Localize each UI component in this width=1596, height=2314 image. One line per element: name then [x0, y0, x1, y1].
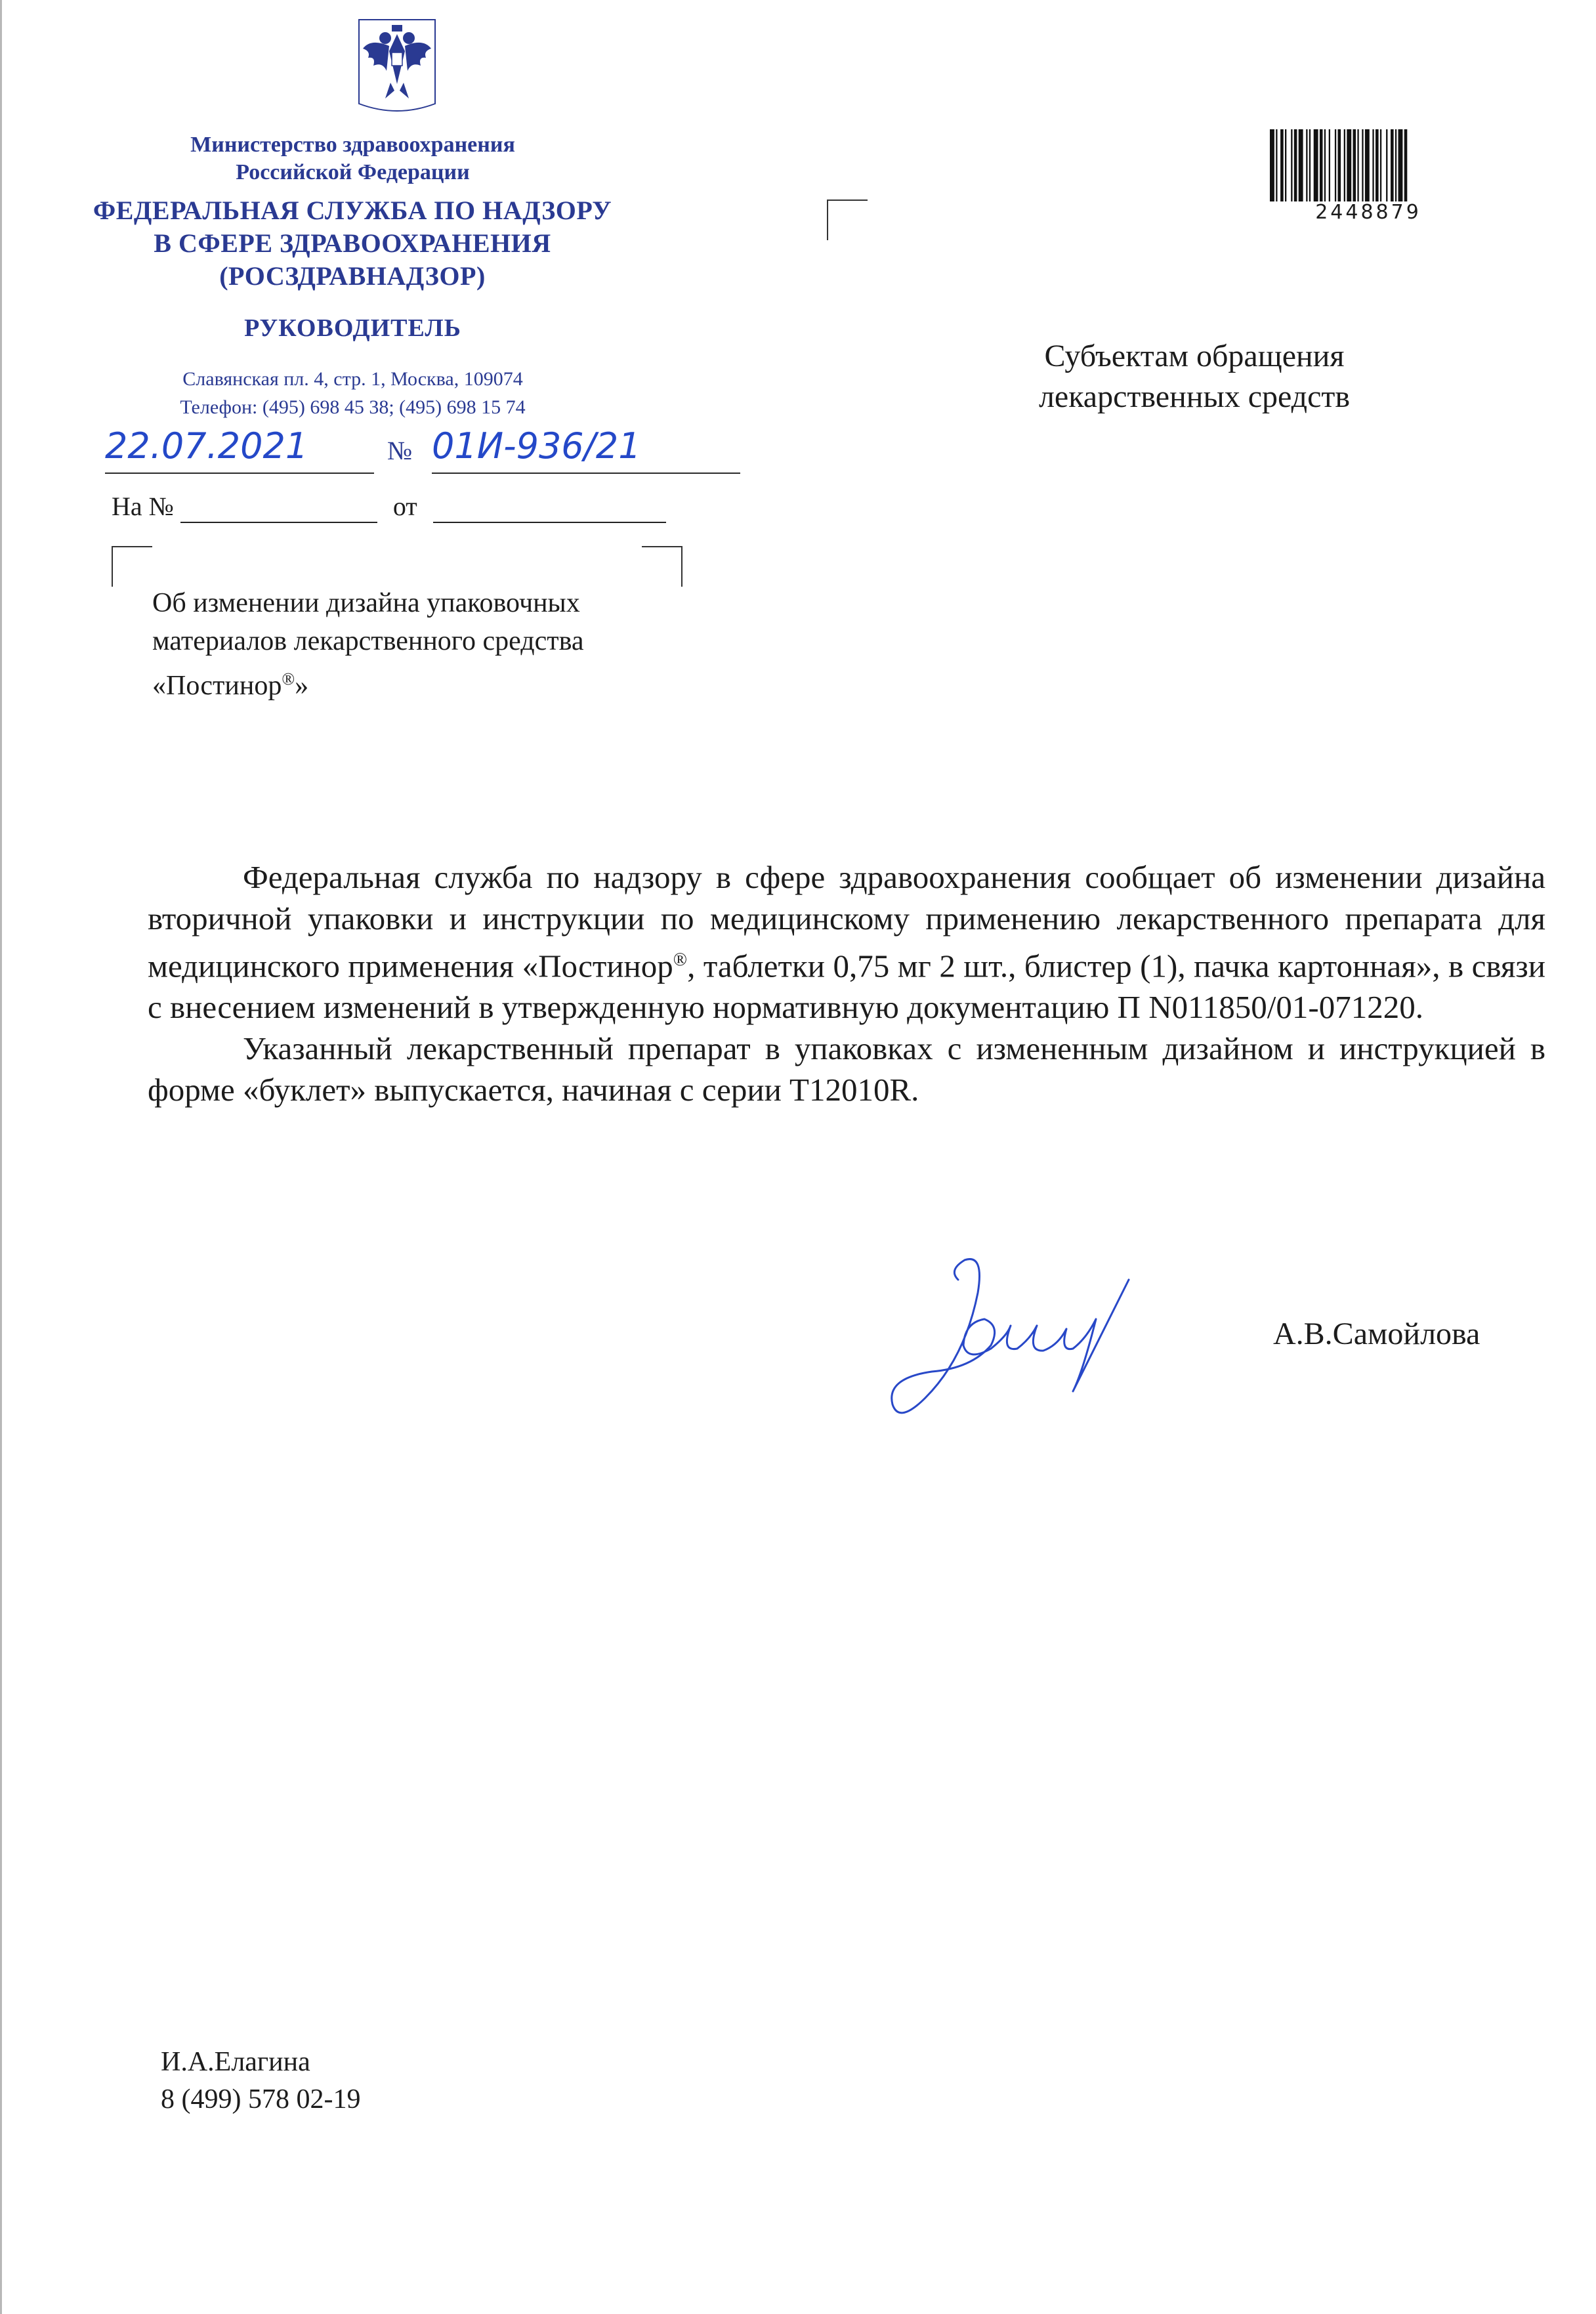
letter-subject — [152, 584, 690, 705]
barcode-bar — [1357, 129, 1358, 201]
subject-corner-right — [642, 546, 682, 587]
barcode-bar — [1270, 129, 1274, 201]
reply-prefix: На № — [112, 492, 174, 521]
date-underline — [105, 473, 374, 474]
agency-address: Славянская пл. 4, стр. 1, Москва, 109074 — [182, 368, 523, 390]
reply-date-blank — [433, 491, 666, 523]
agency-line-2: В СФЕРЕ ЗДРАВООХРАНЕНИЯ — [154, 228, 551, 258]
barcode-icon — [1270, 129, 1467, 201]
addressee-corner — [827, 200, 868, 240]
agency-phones: Телефон: (495) 698 45 38; (495) 698 15 74 — [180, 396, 526, 418]
handwritten-signature — [886, 1240, 1142, 1431]
agency-contacts — [98, 365, 607, 421]
barcode-bar — [1285, 129, 1286, 201]
barcode-bar — [1291, 129, 1292, 201]
barcode-bar — [1276, 129, 1277, 201]
agency-line-1: ФЕДЕРАЛЬНАЯ СЛУЖБА ПО НАДЗОРУ — [93, 196, 612, 225]
barcode-bar — [1404, 129, 1408, 201]
number-sign: № — [387, 436, 413, 465]
barcode-bar — [1347, 129, 1351, 201]
body-paragraph-2: Указанный лекарственный препарат в упаковках с измененным дизайном и инструкцией в форме «буклет» выпускается, начиная с серии T12010R. — [148, 1030, 1545, 1108]
addressee-line-2: лекарственных средств — [1038, 379, 1351, 414]
barcode-bar — [1324, 129, 1326, 201]
addressee — [998, 336, 1391, 417]
subject-product-open: «Постинор — [152, 671, 282, 701]
paragraph-1-registered-mark: ® — [673, 950, 688, 970]
barcode-bar — [1395, 129, 1396, 201]
letter-body — [148, 856, 1545, 1110]
subject-corner-left — [112, 546, 152, 587]
subject-line-1: Об изменении дизайна упаковочных — [152, 588, 580, 618]
barcode-bar — [1398, 129, 1403, 201]
barcode-bar — [1329, 129, 1330, 201]
ministry-name — [98, 131, 607, 186]
barcode-bar — [1380, 129, 1381, 201]
reply-reference — [112, 491, 666, 523]
barcode-bar — [1320, 129, 1323, 201]
agency-name — [41, 194, 664, 293]
executor-phone: 8 (499) 578 02-19 — [161, 2084, 361, 2114]
barcode-bar — [1294, 129, 1297, 201]
number-underline — [432, 473, 740, 474]
barcode-bar — [1391, 129, 1394, 201]
barcode-bar — [1376, 129, 1379, 201]
paragraph-1-text: Федеральная служба по надзору в сфере здравоохранения сообщает об изменении дизайна вторичной упаковки и инструкции по медицинскому применению лекарственного препарата для медицинского применения «Постинор — [148, 859, 1545, 984]
barcode-number: 2448879 — [1315, 201, 1421, 224]
executor-name: И.А.Елагина — [161, 2047, 310, 2077]
subject-line-2: материалов лекарственного средства — [152, 626, 584, 656]
reply-from-label: от — [392, 492, 417, 521]
registration-date: 22.07.2021 — [105, 425, 308, 467]
barcode-bar — [1280, 129, 1284, 201]
barcode-bar — [1306, 129, 1307, 201]
double-headed-eagle-emblem-icon — [345, 5, 450, 121]
reply-number-blank — [180, 491, 377, 523]
barcode-bar — [1365, 129, 1370, 201]
barcode-bar — [1386, 129, 1387, 201]
barcode-bar — [1338, 129, 1341, 201]
ministry-line-2: Российской Федерации — [236, 160, 470, 184]
signer-name: А.В.Самойлова — [1273, 1316, 1480, 1351]
addressee-line-1: Субъектам обращения — [1044, 339, 1345, 373]
barcode-bar — [1344, 129, 1345, 201]
ministry-line-1: Министерство здравоохранения — [190, 133, 515, 157]
barcode-bar — [1362, 129, 1363, 201]
paragraph-1-text-continued: , таблетки 0,75 мг 2 шт., блистер (1), пачка картонная», в связи с внесением изменений в утвержденную нормативную документацию П N011850/01-071220. — [148, 948, 1546, 1026]
subject-line-3 — [152, 660, 690, 705]
subject-registered-mark: ® — [282, 669, 295, 688]
agency-line-3: (РОСЗДРАВНАДЗОР) — [219, 261, 486, 291]
barcode-bar — [1372, 129, 1374, 201]
barcode-bar — [1299, 129, 1303, 201]
barcode-bar — [1353, 129, 1356, 201]
body-paragraph-1 — [148, 856, 1545, 1028]
barcode-bar — [1314, 129, 1318, 201]
registration-number: 01И-936/21 — [432, 425, 641, 467]
scan-edge — [0, 0, 2, 2314]
barcode-bar — [1309, 129, 1311, 201]
subject-product-close: » — [295, 671, 309, 701]
position-title: РУКОВОДИТЕЛЬ — [244, 314, 461, 342]
barcode-bar — [1335, 129, 1336, 201]
